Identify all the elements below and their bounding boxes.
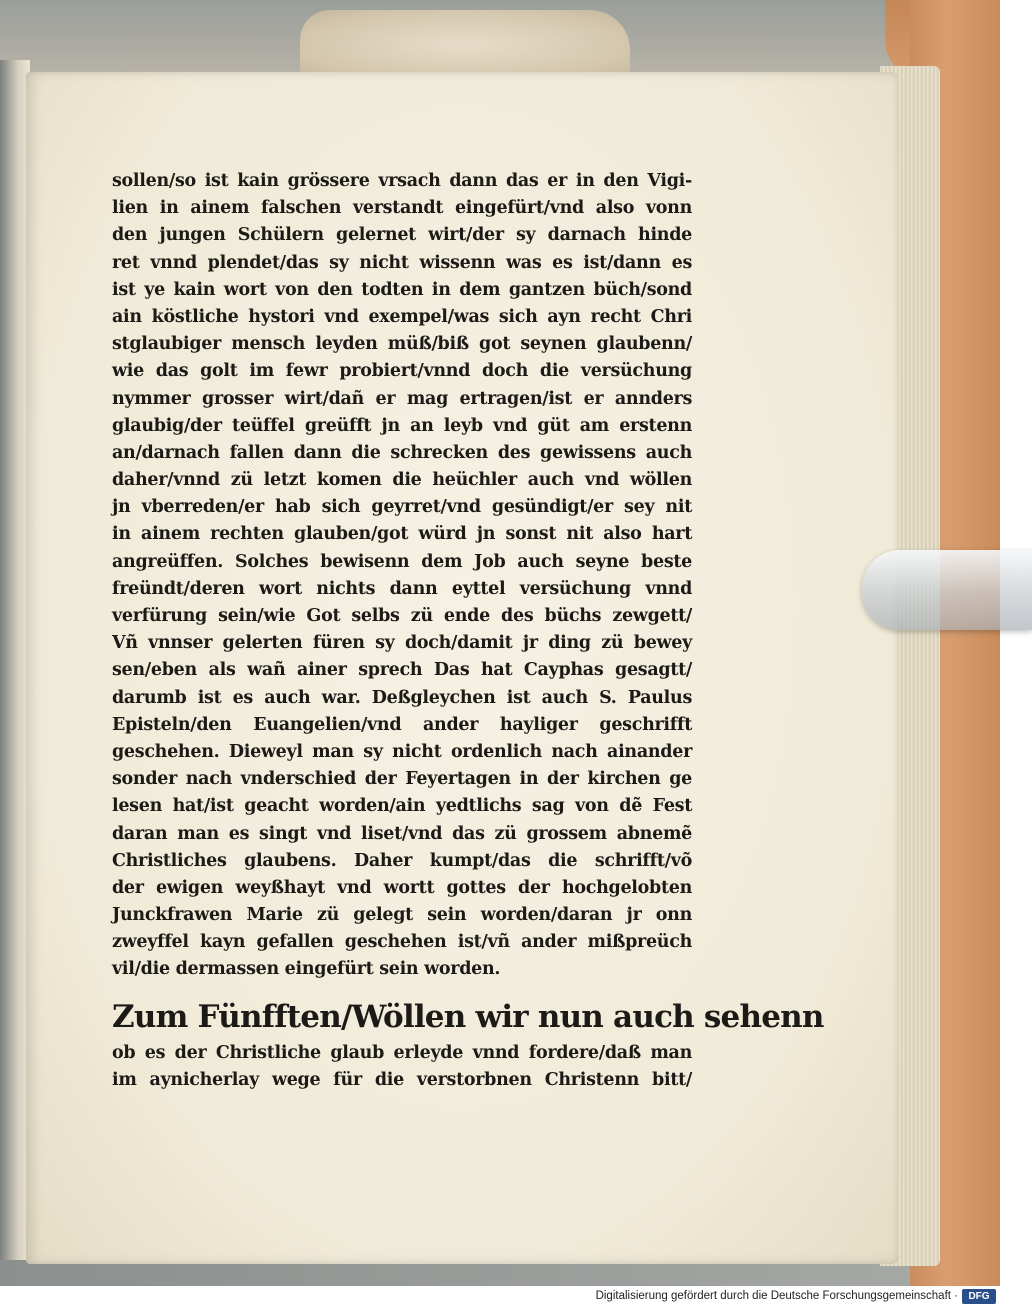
text-line: daher/vnnd zü letzt komen die heüchler auch vnd wöllen	[112, 470, 692, 491]
text-line: in ainem rechten glauben/got würd jn sonst nit also hart	[112, 524, 692, 545]
page-text-block	[112, 168, 824, 1094]
text-line: Junckfrawen Marie zü gelegt sein worden/daran jr onn	[112, 905, 692, 926]
section-heading: Zum Fünfften/Wöllen wir nun auch sehenn	[112, 998, 824, 1035]
funding-credit: Digitalisierung gefördert durch die Deutsche Forschungsgemeinschaft ·	[595, 1290, 958, 1302]
text-line: verfürung sein/wie Got selbs zü ende des büchs zewgett/	[112, 606, 692, 626]
text-line: an/darnach fallen dann die schrecken des gewissens auch	[112, 442, 692, 463]
text-line: wie das golt im fewr probiert/vnnd doch die versüchung	[112, 361, 692, 382]
text-line: jn vberreden/er hab sich geyrret/vnd gesündigt/er sey nit	[112, 497, 692, 518]
text-line: Christliches glaubens. Daher kumpt/das die schrifft/võ	[112, 850, 692, 871]
text-line-last: vil/die dermassen eingefürt sein worden.	[112, 959, 501, 980]
text-line: sen/eben als wañ ainer sprech Das hat Cayphas gesagtt/	[112, 660, 692, 681]
text-line: sonder nach vnderschied der Feyertagen in der kirchen ge	[112, 769, 692, 790]
text-line: daran man es singt vnd liset/vnd das zü grossem abnemẽ	[112, 823, 692, 844]
endpaper-patch	[300, 10, 630, 80]
text-line: ist ye kain wort von den todten in dem gantzen büch/sond	[112, 279, 692, 300]
text-line: freündt/deren wort nichts dann eyttel versüchung vnnd	[112, 578, 692, 599]
footer-bar	[0, 1286, 1000, 1308]
text-line: glaubig/der teüffel greüfft jn an leyb vnd güt am erstenn	[112, 415, 692, 436]
text-line: darumb ist es auch war. Deßgleychen ist auch S. Paulus	[112, 687, 692, 708]
text-line: den jungen Schülern gelernet wirt/der sy darnach hinde	[112, 225, 692, 246]
text-line: stglaubiger mensch leyden müß/biß got seynen glaubenn/	[112, 334, 692, 355]
text-line: lien in ainem falschen verstandt eingefürt/vnd also vonn	[112, 198, 692, 219]
text-line: ob es der Christliche glaub erleyde vnnd fordere/daß man	[112, 1042, 692, 1063]
text-line: angreüffen. Solches bewisenn dem Job auch seyne beste	[112, 551, 692, 572]
text-line: nymmer grosser wirt/dañ er mag ertragen/ist er annders	[112, 388, 692, 409]
text-line: ret vnnd plendet/das sy nicht wissenn was es ist/dann es	[112, 252, 692, 273]
dfg-logo-icon: DFG	[962, 1289, 996, 1304]
text-line: sollen/so ist kain grössere vrsach dann das er in den Vigi-	[112, 171, 692, 191]
text-line: der ewigen weyßhayt vnd wortt gottes der hochgelobten	[112, 877, 692, 898]
text-line: zweyffel kayn gefallen geschehen ist/vñ ander mißpreüch	[112, 932, 692, 953]
text-line: im aynicherlay wege für die verstorbnen Christenn bitt/	[112, 1069, 692, 1090]
page-clip	[862, 550, 1032, 630]
text-line: lesen hat/ist geacht worden/ain yedtlichs sag von dẽ Fest	[112, 796, 692, 817]
text-line: geschehen. Dieweyl man sy nicht ordenlich nach ainander	[112, 741, 692, 762]
text-line: Episteln/den Euangelien/vnd ander hayliger geschrifft	[112, 714, 692, 735]
text-line: Vñ vnnser gelerten füren sy doch/damit jr ding zü bewey	[112, 633, 692, 654]
text-line: ain köstliche hystori vnd exempel/was sich ayn recht Chri	[112, 306, 692, 327]
